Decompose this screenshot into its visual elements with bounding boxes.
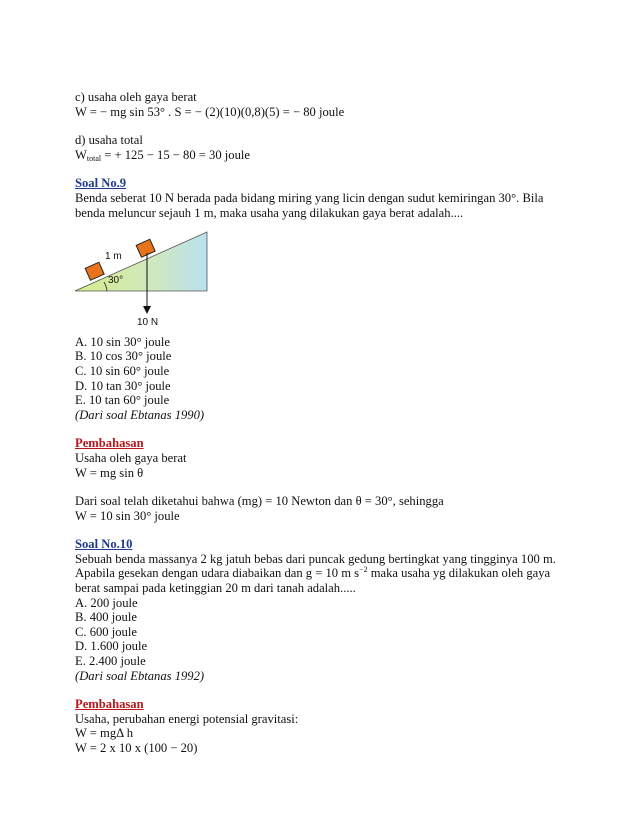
soal-10-option-c: C. 600 joule [75, 624, 137, 639]
soal-10-option-a: A. 200 joule [75, 595, 138, 610]
block-upper [136, 239, 155, 257]
inclined-plane-diagram [75, 228, 225, 316]
soal-9-option-b: B. 10 cos 30° joule [75, 349, 172, 364]
pembahasan-10-line-1: Usaha, perubahan energi potensial gravitasi: [75, 711, 299, 726]
soal-10-text-3: berat sampai pada ketinggian 20 m dari tanah adalah..... [75, 581, 356, 596]
part-d-rest: = + 125 − 15 − 80 = 30 joule [101, 147, 250, 162]
pembahasan-9-line-3: Dari soal telah diketahui bahwa (mg) = 10 Newton dan θ = 30°, sehingga [75, 494, 444, 509]
document-page [75, 90, 575, 756]
part-c-label: c) usaha oleh gaya berat [75, 90, 197, 104]
soal-9-option-c: C. 10 sin 60° joule [75, 363, 170, 378]
soal-9-option-d: D. 10 tan 30° joule [75, 378, 171, 393]
soal-10-text-2b: maka usaha yg dilakukan oleh gaya [367, 566, 551, 581]
soal-10-text-1: Sebuah benda massanya 2 kg jatuh bebas dari puncak gedung bertingkat yang tingginya 100 m. [75, 551, 556, 566]
force-arrow-icon [143, 306, 151, 314]
pembahasan-9-line-2: W = mg sin θ [75, 465, 144, 480]
soal-10-option-d: D. 1.600 joule [75, 639, 148, 654]
pembahasan-10-heading: Pembahasan [75, 697, 144, 712]
soal-9-text-1: Benda seberat 10 N berada pada bidang miring yang licin dengan sudut kemiringan 30°. Bila [75, 190, 544, 205]
inclined-plane-figure [75, 228, 225, 316]
soal-9-heading: Soal No.9 [75, 176, 127, 191]
soal-10-option-e: E. 2.400 joule [75, 654, 146, 669]
soal-10-source: (Dari soal Ebtanas 1992) [75, 668, 205, 683]
pembahasan-9-line-4: W = 10 sin 30° joule [75, 508, 180, 523]
soal-9-text-2: benda meluncur sejauh 1 m, maka usaha yang dilakukan gaya berat adalah.... [75, 205, 464, 220]
pembahasan-10-line-2: W = mgΔ h [75, 726, 133, 741]
incline-wedge [75, 232, 207, 291]
distance-label: 1 m [105, 251, 122, 263]
part-d-label: d) usaha total [75, 133, 143, 148]
force-label: 10 N [137, 317, 159, 329]
part-d-w: W [75, 147, 87, 162]
soal-10-text-2a: Apabila gesekan dengan udara diabaikan dan g = 10 m s [75, 566, 360, 581]
soal-10-option-b: B. 400 joule [75, 610, 137, 625]
block-lower [85, 262, 104, 280]
angle-label: 30° [108, 275, 124, 287]
soal-9-option-a: A. 10 sin 30° joule [75, 334, 170, 349]
soal-9-option-e: E. 10 tan 60° joule [75, 393, 170, 408]
pembahasan-10-line-3: W = 2 x 10 x (100 − 20) [75, 741, 198, 755]
pembahasan-9-heading: Pembahasan [75, 436, 144, 451]
pembahasan-9-line-1: Usaha oleh gaya berat [75, 450, 187, 465]
soal-10-superscript: −2 [359, 565, 368, 575]
soal-10-heading: Soal No.10 [75, 537, 133, 552]
part-c-formula: W = − mg sin 53° . S = − (2)(10)(0,8)(5) = − 80 joule [75, 104, 345, 119]
part-d-formula [75, 148, 575, 163]
soal-10-text-2 [75, 566, 575, 581]
soal-9-source: (Dari soal Ebtanas 1990) [75, 407, 205, 422]
part-d-subscript: total [86, 153, 102, 163]
